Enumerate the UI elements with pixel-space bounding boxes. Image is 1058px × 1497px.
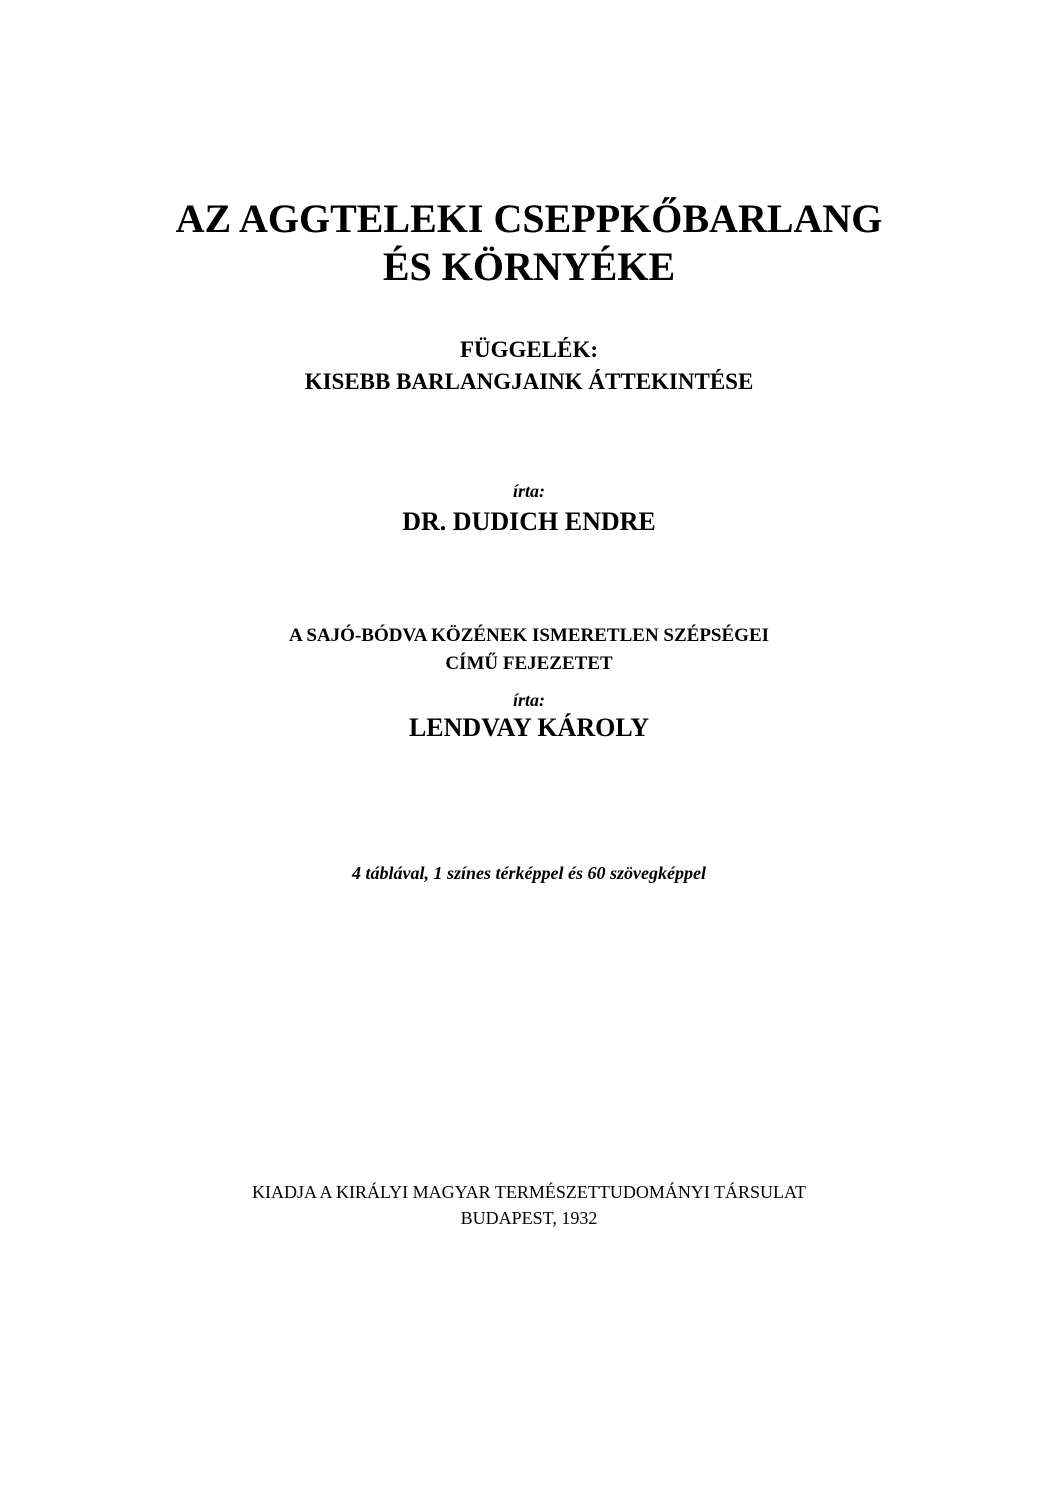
publisher-line-2: BUDAPEST, 1932 — [460, 1208, 598, 1228]
chapter-line-1: A SAJÓ-BÓDVA KÖZÉNEK ISMERETLEN SZÉPSÉGEI — [288, 625, 770, 646]
chapter-line-2: CÍMŰ FEJEZETET — [445, 653, 613, 674]
book-title-line-2: ÉS KÖRNYÉKE — [382, 244, 676, 289]
author1-written-by: írta: — [512, 481, 545, 501]
appendix-label: FÜGGELÉK: — [459, 337, 598, 362]
book-title-line-1: AZ AGGTELEKI CSEPPKŐBARLANG — [175, 196, 883, 241]
illustrations-note: 4 táblával, 1 színes térképpel és 60 szövegképpel — [352, 863, 706, 883]
publisher-line-1: KIADJA A KIRÁLYI MAGYAR TERMÉSZETTUDOMÁNYI TÁRSULAT — [251, 1182, 807, 1202]
author2-name: LENDVAY KÁROLY — [408, 713, 650, 742]
appendix-subtitle: KISEBB BARLANGJAINK ÁTTEKINTÉSE — [304, 369, 754, 394]
author2-written-by: írta: — [512, 690, 545, 710]
author1-name: DR. DUDICH ENDRE — [402, 507, 656, 536]
